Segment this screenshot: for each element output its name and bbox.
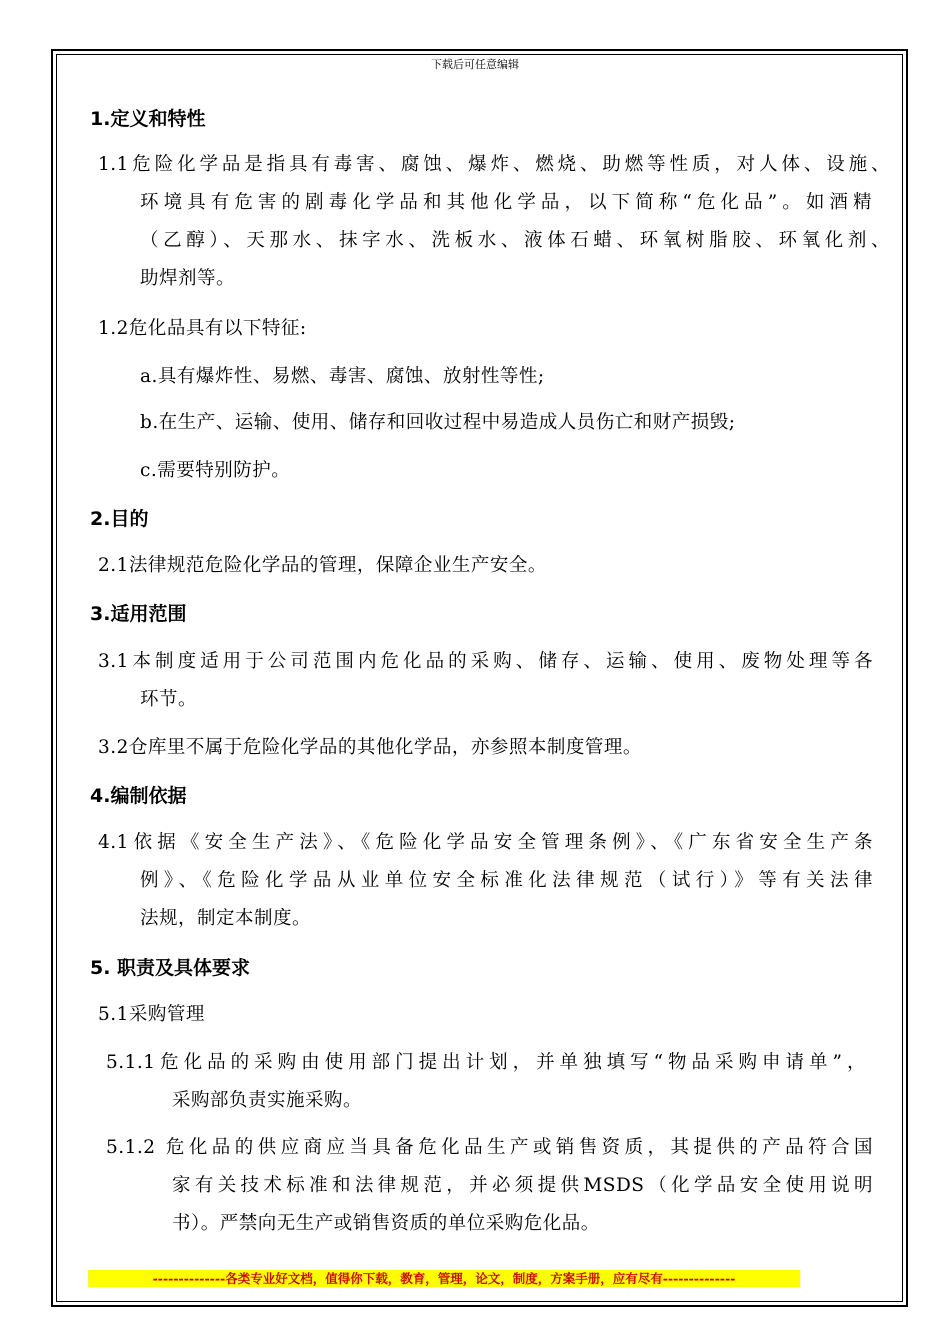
paragraph-2-1: 2.1法律规范危险化学品的管理，保障企业生产安全。	[98, 555, 547, 576]
paragraph-4-1-line-3: 法规，制定本制度。	[140, 908, 312, 929]
paragraph-1-1-line-2: 环境具有危害的剧毒化学品和其他化学品，以下简称“危化品”。如酒精	[140, 192, 872, 213]
section-3-heading: 3.适用范围	[90, 603, 187, 625]
paragraph-3-2: 3.2仓库里不属于危险化学品的其他化学品，亦参照本制度管理。	[98, 737, 642, 758]
paragraph-1-1-line-1: 1.1危险化学品是指具有毒害、腐蚀、爆炸、燃烧、助燃等性质，对人体、设施、	[98, 154, 890, 175]
section-5-heading: 5. 职责及具体要求	[90, 957, 251, 979]
section-1-heading: 1.定义和特性	[90, 108, 206, 130]
paragraph-4-1-line-2: 例》、《危险化学品从业单位安全标准化法律规范（试行）》等有关法律	[140, 870, 873, 891]
paragraph-5-1-1-line-1: 5.1.1危化品的采购由使用部门提出计划，并单独填写“物品采购申请单”，	[106, 1052, 866, 1073]
feature-item-a: a.具有爆炸性、易燃、毒害、腐蚀、放射性等性;	[140, 366, 545, 387]
footer-promo-text: --------------各类专业好文档，值得你下载，教育，管理，论文，制度，方案手册，应有尽有--------------	[152, 1271, 736, 1286]
feature-item-b: b.在生产、运输、使用、储存和回收过程中易造成人员伤亡和财产损毁;	[140, 412, 736, 433]
paragraph-3-1-line-2: 环节。	[140, 689, 198, 710]
feature-item-c: c.需要特别防护。	[140, 460, 291, 481]
paragraph-5-1-2-line-3: 书）。严禁向无生产或销售资质的单位采购危化品。	[172, 1213, 600, 1234]
section-2-heading: 2.目的	[90, 508, 149, 530]
paragraph-1-2: 1.2危化品具有以下特征:	[98, 318, 307, 339]
header-note: 下载后可任意编辑	[431, 58, 519, 71]
paragraph-5-1-1-line-2: 采购部负责实施采购。	[172, 1090, 363, 1111]
paragraph-5-1: 5.1采购管理	[98, 1004, 205, 1025]
paragraph-1-1-line-3: （乙醇）、天那水、抹字水、洗板水、液体石蜡、环氧树脂胶、环氧化剂、	[140, 230, 890, 251]
section-4-heading: 4.编制依据	[90, 785, 187, 807]
paragraph-4-1-line-1: 4.1依据《安全生产法》、《危险化学品安全管理条例》、《广东省安全生产条	[98, 832, 873, 853]
paragraph-1-1-line-4: 助焊剂等。	[140, 268, 236, 289]
paragraph-5-1-2-line-2: 家有关技术标准和法律规范，并必须提供MSDS（化学品安全使用说明	[172, 1175, 873, 1196]
paragraph-5-1-2-line-1: 5.1.2 危化品的供应商应当具备危化品生产或销售资质，其提供的产品符合国	[106, 1137, 873, 1158]
paragraph-3-1-line-1: 3.1本制度适用于公司范围内危化品的采购、储存、运输、使用、废物处理等各	[98, 651, 873, 672]
